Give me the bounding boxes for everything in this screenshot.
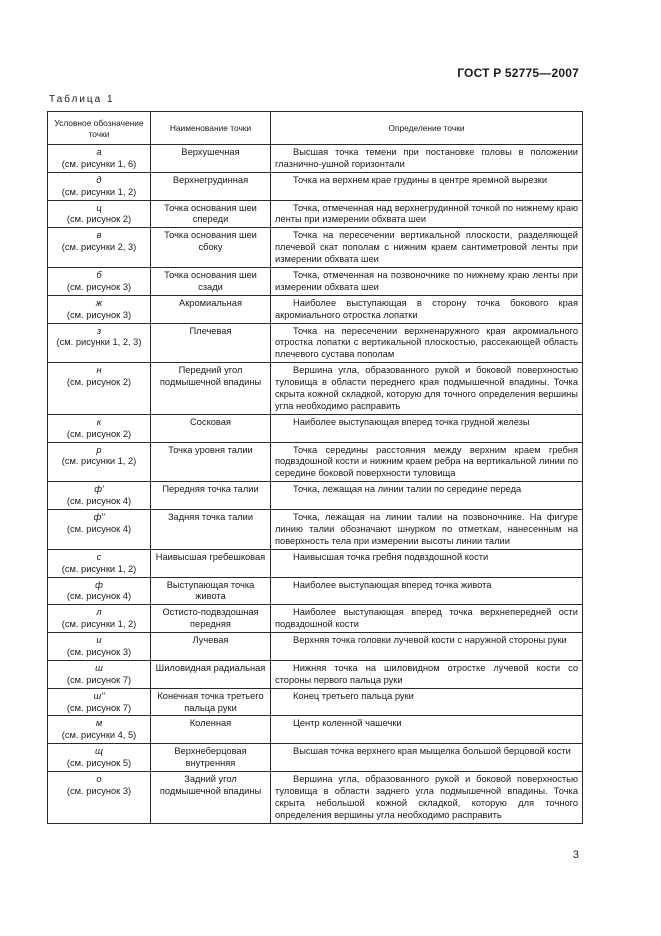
table-row [48, 414, 583, 442]
table-row [48, 323, 583, 363]
point-name: Сосковая [151, 414, 271, 442]
point-name: Верхнегрудинная [151, 172, 271, 200]
table-row [48, 145, 583, 173]
table-row [48, 577, 583, 605]
point-symbol-cell [48, 577, 151, 605]
point-symbol-cell [48, 363, 151, 415]
point-definition: Точка, отмеченная на позвоночнике по нижнему краю ленты при измерении обхвата шеи [275, 270, 578, 292]
column-header-name: Наименование точки [151, 112, 271, 145]
point-symbol-cell [48, 228, 151, 268]
point-name: Передний угол подмышечной впадины [151, 363, 271, 415]
point-definition-cell [271, 414, 583, 442]
figure-reference: (см. рисунки 2, 3) [61, 242, 137, 253]
point-definition-cell [271, 442, 583, 482]
point-definition-cell [271, 744, 583, 772]
table-row [48, 660, 583, 688]
point-definition: Наиболее выступающая в сторону точка бокового края акромиального отростка лопатки [275, 297, 578, 320]
point-definition: Наиболее выступающая вперед точка грудной железы [293, 416, 530, 427]
point-letter: б [96, 270, 102, 281]
point-definition: Нижняя точка на шиловидном отростке лучевой кости со стороны первого пальца руки [275, 662, 578, 685]
figure-reference: (см. рисунок 4) [66, 591, 132, 602]
point-definition: Конец третьего пальца руки [293, 690, 414, 701]
table-row [48, 200, 583, 228]
point-definition: Точка середины расстояния между верхним краем гребня подвздошной кости и нижним краем ребра на вертикальной линии по середине боковой поверхности туловища [275, 444, 578, 479]
point-name: Плечевая [151, 323, 271, 363]
point-letter: ж [95, 297, 103, 308]
point-definition-cell [271, 510, 583, 550]
point-name: Наивысшая гребешковая [151, 549, 271, 577]
point-letter: в [96, 230, 102, 241]
point-letter: и [96, 635, 102, 646]
table-row [48, 716, 583, 744]
point-symbol-cell [48, 716, 151, 744]
table-row [48, 549, 583, 577]
point-definition-cell [271, 228, 583, 268]
figure-reference: (см. рисунок 3) [66, 785, 132, 796]
point-name: Коленная [151, 716, 271, 744]
figure-reference: (см. рисунок 2) [66, 214, 132, 225]
table-row [48, 744, 583, 772]
point-symbol-cell [48, 482, 151, 510]
points-table [47, 111, 583, 824]
table-row [48, 172, 583, 200]
table-row [48, 482, 583, 510]
point-definition-cell [271, 688, 583, 716]
point-name: Конечная точка третьего пальца руки [151, 688, 271, 716]
point-letter: ц [96, 202, 102, 213]
point-name: Передняя точка талии [151, 482, 271, 510]
table-row [48, 295, 583, 323]
point-definition: Точка, лежащая на линии талии на позвоночнике. На фигуре линию талии обозначают шнурком по отметкам, нанесенным на поверхность тела при измерении высоты линии талии [275, 512, 578, 546]
table-row [48, 268, 583, 296]
point-letter: а [96, 147, 102, 157]
point-symbol-cell [48, 200, 151, 228]
point-name: Остисто-подвздошная передняя [151, 605, 271, 633]
point-letter: з [96, 325, 102, 336]
point-definition: Центр коленной чашечки [293, 718, 402, 729]
point-definition: Наивысшая точка гребня подвздошной кости [293, 551, 489, 562]
point-definition-cell [271, 268, 583, 296]
point-symbol-cell [48, 323, 151, 363]
point-definition: Высшая точка верхнего края мыщелка большой берцовой кости [293, 746, 571, 757]
point-letter: л [96, 607, 102, 618]
point-definition-cell [271, 549, 583, 577]
point-name: Точка основания шеи сзади [151, 268, 271, 296]
point-definition-cell [271, 295, 583, 323]
figure-reference: (см. рисунки 1, 6) [61, 158, 137, 169]
table-row [48, 771, 583, 823]
document-id: ГОСТ Р 52775—2007 [457, 66, 579, 80]
point-definition-cell [271, 605, 583, 633]
page-number: 3 [572, 849, 579, 861]
point-name: Точка основания шеи спереди [151, 200, 271, 228]
point-name: Акромиальная [151, 295, 271, 323]
point-definition: Точка на верхнем крае грудины в центре яремной вырезки [293, 174, 548, 185]
column-header-definition: Определение точки [271, 112, 583, 145]
figure-reference: (см. рисунок 5) [66, 758, 132, 769]
point-symbol-cell [48, 744, 151, 772]
figure-reference: (см. рисунки 1, 2) [61, 563, 137, 574]
point-definition: Вершина угла, образованного рукой и боковой поверхностью туловища в области заднего угла подмышечной впадины. Точка скрыта небольшой кожной складкой, которую для точного определения вершины угла необходимо расправить [275, 773, 578, 820]
point-name: Выступающая точка живота [151, 577, 271, 605]
point-definition-cell [271, 771, 583, 823]
point-definition-cell [271, 482, 583, 510]
figure-reference: (см. рисунок 2) [66, 428, 132, 439]
point-symbol-cell [48, 688, 151, 716]
figure-reference: (см. рисунки 1, 2) [61, 186, 137, 197]
point-letter: д [96, 174, 102, 185]
point-definition-cell [271, 660, 583, 688]
point-definition: Точка на пересечении вертикальной плоскости, разделяющей плечевой скат пополам с нижним краем сантиметровой ленты при измерении обхвата шеи [275, 230, 578, 265]
point-definition-cell [271, 323, 583, 363]
table-row [48, 228, 583, 268]
point-definition: Точка на пересечении верхненаружного края акромиального отростка лопатки с вертикальной плоскостью, рассекающей область плечевого сустава пополам [275, 325, 578, 360]
point-definition-cell [271, 200, 583, 228]
point-letter: ш" [93, 690, 105, 701]
figure-reference: (см. рисунки 1, 2, 3) [56, 337, 142, 348]
point-symbol-cell [48, 771, 151, 823]
column-header-symbol: Условное обозначение точки [48, 112, 151, 145]
point-name: Точка уровня талии [151, 442, 271, 482]
point-name: Шиловидная радиальная [151, 660, 271, 688]
point-definition: Точка, отмеченная над верхнегрудинной точкой по нижнему краю ленты при измерении обхвата шеи [275, 202, 578, 225]
table-row [48, 510, 583, 550]
point-definition: Наиболее выступающая вперед точка верхнепередней ости подвздошной кости [275, 607, 578, 630]
figure-reference: (см. рисунки 1, 2) [61, 619, 137, 630]
figure-reference: (см. рисунки 1, 2) [61, 456, 137, 467]
point-definition-cell [271, 145, 583, 173]
point-letter: ф [95, 579, 103, 590]
table-header-row [48, 112, 583, 145]
table-row [48, 688, 583, 716]
point-definition-cell [271, 716, 583, 744]
point-symbol-cell [48, 268, 151, 296]
point-symbol-cell [48, 442, 151, 482]
point-symbol-cell [48, 295, 151, 323]
point-symbol-cell [48, 549, 151, 577]
point-definition: Наиболее выступающая вперед точка живота [293, 579, 492, 590]
figure-reference: (см. рисунок 2) [66, 377, 132, 388]
point-letter: к [96, 416, 102, 427]
point-definition: Высшая точка темени при постановке головы в положении глазнично-ушной горизонтали [275, 147, 578, 169]
point-symbol-cell [48, 605, 151, 633]
table-row [48, 442, 583, 482]
point-letter: м [95, 718, 103, 729]
point-letter: ф' [94, 484, 104, 495]
point-symbol-cell [48, 633, 151, 661]
table-row [48, 633, 583, 661]
figure-reference: (см. рисунок 4) [66, 523, 132, 534]
table-row [48, 363, 583, 415]
point-symbol-cell [48, 414, 151, 442]
point-symbol-cell [48, 510, 151, 550]
point-letter: н [96, 365, 102, 376]
table-row [48, 605, 583, 633]
figure-reference: (см. рисунки 4, 5) [61, 730, 137, 741]
point-symbol-cell [48, 660, 151, 688]
figure-reference: (см. рисунок 7) [66, 674, 132, 685]
point-name: Лучевая [151, 633, 271, 661]
point-symbol-cell [48, 172, 151, 200]
point-name: Верхнеберцовая внутренняя [151, 744, 271, 772]
figure-reference: (см. рисунок 4) [66, 496, 132, 507]
figure-reference: (см. рисунок 3) [66, 646, 132, 657]
point-letter: о [96, 773, 102, 784]
point-definition-cell [271, 363, 583, 415]
figure-reference: (см. рисунок 7) [66, 702, 132, 713]
point-name: Задняя точка талии [151, 510, 271, 550]
point-letter: ф" [93, 512, 105, 523]
point-name: Точка основания шеи сбоку [151, 228, 271, 268]
point-letter: щ [95, 746, 103, 757]
table-caption: Таблица 1 [49, 94, 115, 105]
figure-reference: (см. рисунок 3) [66, 309, 132, 320]
point-name: Задний угол подмышечной впадины [151, 771, 271, 823]
figure-reference: (см. рисунок 3) [66, 281, 132, 292]
point-letter: с [96, 551, 102, 562]
point-name: Верхушечная [151, 145, 271, 173]
point-letter: р [96, 444, 102, 455]
point-symbol-cell [48, 145, 151, 173]
point-definition: Вершина угла, образованного рукой и боковой поверхностью туловища в области переднего края подмышечной впадины. Точка скрыта кожной складкой, которую для точного определения вершины угла необходимо расправить [275, 365, 578, 411]
point-definition: Точка, лежащая на линии талии по середине переда [293, 484, 522, 495]
point-definition-cell [271, 577, 583, 605]
point-definition-cell [271, 172, 583, 200]
point-definition: Верхняя точка головки лучевой кости с наружной стороны руки [293, 635, 567, 646]
point-letter: ш [95, 662, 103, 673]
point-definition-cell [271, 633, 583, 661]
